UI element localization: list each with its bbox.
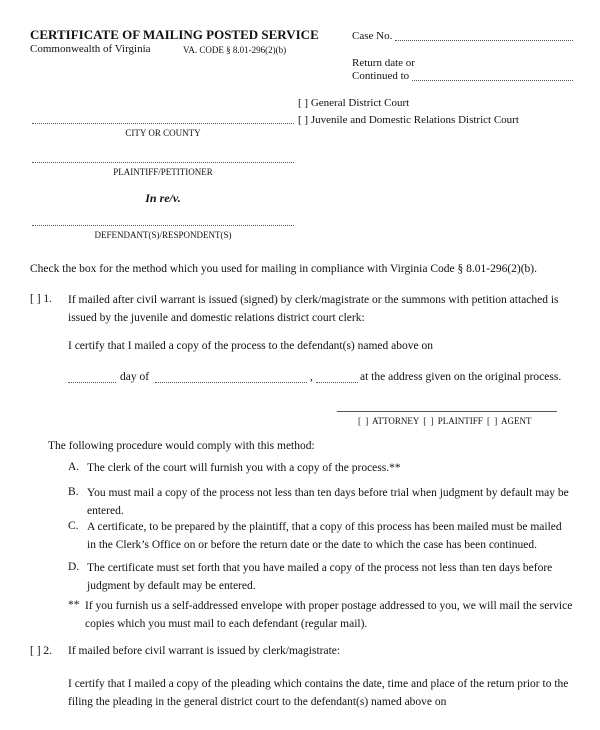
step-c-label: C. — [68, 520, 79, 532]
return-date-label: Return date or — [352, 57, 415, 69]
plaintiff-field[interactable] — [32, 162, 294, 163]
day-of-label: day of — [120, 371, 150, 383]
note-mark: ** — [68, 599, 80, 611]
continued-to-label: Continued to — [352, 70, 410, 82]
defendant-field[interactable] — [32, 225, 294, 226]
defendant-label: DEFENDANT(S)/RESPONDENT(S) — [94, 230, 232, 240]
signer-checkboxes[interactable]: [ ] ATTORNEY [ ] PLAINTIFF [ ] AGENT — [358, 416, 532, 426]
step-a-text: The clerk of the court will furnish you with a copy of the process.** — [87, 462, 401, 474]
comma-text: , — [310, 371, 313, 383]
city-county-field[interactable] — [32, 123, 294, 124]
case-no-label: Case No. — [352, 30, 393, 42]
method1-signature-line[interactable] — [337, 411, 557, 412]
va-code-label: VA. CODE § 8.01-296(2)(b) — [183, 45, 287, 55]
method1-checkbox[interactable]: [ ] 1. — [30, 293, 53, 305]
general-district-court-checkbox[interactable]: [ ] General District Court — [298, 97, 410, 109]
note-text: If you furnish us a self-addressed envelope with proper postage addressed to you, we will mail the service copies which you must mail to each defendant (regular mail). — [85, 600, 573, 630]
instructions-text: Check the box for the method which you used for mailing in compliance with Virginia Code § 8.01-296(2)(b). — [30, 263, 538, 275]
method1-year-field[interactable] — [316, 382, 358, 383]
case-no-field[interactable] — [395, 40, 573, 41]
city-county-label: CITY OR COUNTY — [125, 128, 201, 138]
step-d-text: The certificate must set forth that you have mailed a copy of the process not less than ten days before judgment by default may be entered. — [87, 562, 553, 592]
form-title: CERTIFICATE OF MAILING POSTED SERVICE — [30, 27, 319, 42]
method1-month-field[interactable] — [155, 382, 307, 383]
step-b-label: B. — [68, 486, 79, 498]
commonwealth-label: Commonwealth of Virginia — [30, 43, 151, 55]
in-re-label: In re/v. — [145, 191, 181, 205]
plaintiff-label: PLAINTIFF/PETITIONER — [113, 167, 213, 177]
method1-text: If mailed after civil warrant is issued (signed) by clerk/magistrate or the summons with petition attached is issued by the juvenile and domestic relations district court clerk: — [68, 294, 559, 324]
step-c-text: A certificate, to be prepared by the plaintiff, that a copy of this process has been mailed must be mailed in the Clerk’s Office on or before the return date or the date to which the case has been continued. — [87, 521, 562, 551]
step-a-label: A. — [68, 461, 80, 473]
address-given-text: at the address given on the original process. — [360, 371, 562, 383]
step-b-text: You must mail a copy of the process not less than ten days before trial when judgment by default may be entered. — [87, 487, 569, 517]
method1-certify: I certify that I mailed a copy of the process to the defendant(s) named above on — [68, 340, 433, 352]
method2-certify: I certify that I mailed a copy of the pleading which contains the date, time and place of the return prior to the filing the pleading in the general district court to the defendant(s) named above on — [68, 678, 569, 708]
step-d-label: D. — [68, 561, 80, 573]
method2-text: If mailed before civil warrant is issued by clerk/magistrate: — [68, 645, 341, 657]
procedure-intro: The following procedure would comply with this method: — [48, 440, 315, 452]
method2-checkbox[interactable]: [ ] 2. — [30, 645, 53, 657]
juvenile-court-checkbox[interactable]: [ ] Juvenile and Domestic Relations District Court — [298, 114, 519, 126]
continued-to-field[interactable] — [412, 80, 573, 81]
method1-day-field[interactable] — [68, 382, 116, 383]
